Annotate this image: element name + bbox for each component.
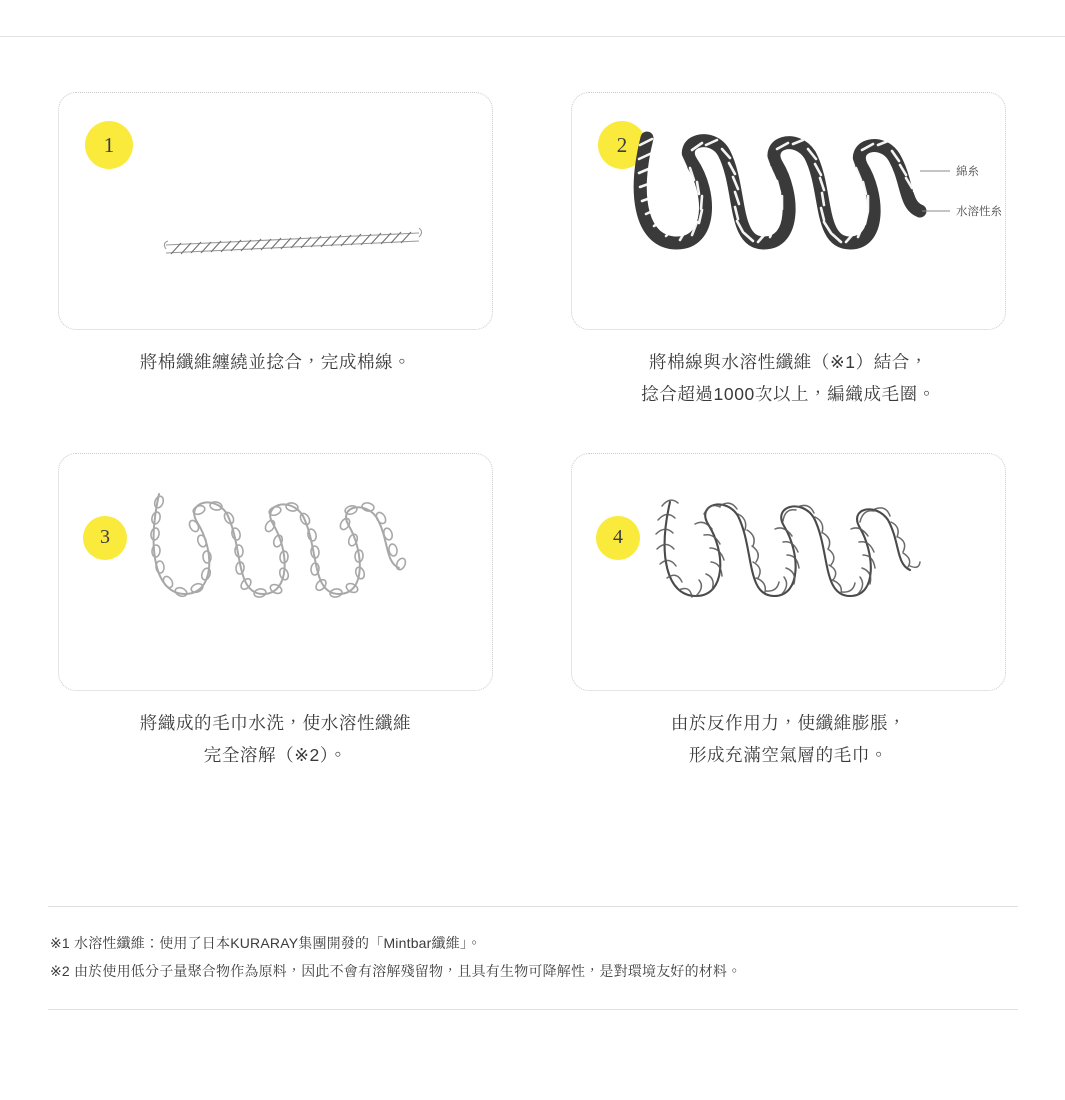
step-card-1 xyxy=(58,92,493,330)
step-caption-4 xyxy=(561,707,1016,772)
footnote-1: ※1 水溶性纖維：使用了日本KURARAY集團開發的「Mintbar纖維」。 xyxy=(50,935,482,951)
step-item-4 xyxy=(561,453,1016,772)
step-caption-line: 捻合超過1000次以上，編織成毛圈。 xyxy=(641,384,936,405)
step-item-3 xyxy=(48,453,503,772)
steps-grid xyxy=(48,92,1018,772)
label-water-soluble-yarn: 水溶性糸 xyxy=(956,206,1002,218)
label-cotton-yarn: 綿糸 xyxy=(956,166,979,178)
footnotes-section xyxy=(48,906,1018,1010)
step-caption-1 xyxy=(48,346,503,378)
step-caption-line: 由於反作用力，使纖維膨脹， xyxy=(670,712,907,733)
step-number-badge-4: 4 xyxy=(596,516,640,560)
yarn-strand-icon xyxy=(59,93,494,331)
steps-grid-container xyxy=(48,92,1018,772)
step-caption-2 xyxy=(561,346,1016,411)
step-card-2 xyxy=(571,92,1006,330)
step-caption-3 xyxy=(48,707,503,772)
step-number-badge-3: 3 xyxy=(83,516,127,560)
step-item-1 xyxy=(48,92,503,411)
step-card-4 xyxy=(571,453,1006,691)
step-caption-line: 完全溶解（※2）。 xyxy=(203,745,348,766)
step-number-badge-1: 1 xyxy=(85,121,133,169)
step-caption-line: 將織成的毛巾水洗，使水溶性纖維 xyxy=(139,712,412,733)
fluffy-loops-icon xyxy=(572,454,1007,692)
footnotes-bottom-divider xyxy=(48,1009,1018,1010)
step-caption-line: 形成充滿空氣層的毛巾。 xyxy=(688,745,889,766)
footnotes-list xyxy=(48,907,1018,1009)
step-item-2 xyxy=(561,92,1016,411)
looped-yarn-icon xyxy=(572,93,1007,331)
step-card-3 xyxy=(58,453,493,691)
top-divider xyxy=(0,36,1065,37)
footnote-2: ※2 由於使用低分子量聚合物作為原料，因此不會有溶解殘留物，且具有生物可降解性，是對環境友好的材料。 xyxy=(50,963,742,979)
dissolved-loops-icon xyxy=(59,454,494,692)
step-caption-line: 將棉纖維纏繞並捻合，完成棉線。 xyxy=(139,352,412,372)
step-number-badge-2: 2 xyxy=(598,121,646,169)
step-caption-line: 將棉線與水溶性纖維（※1）結合， xyxy=(649,352,928,372)
